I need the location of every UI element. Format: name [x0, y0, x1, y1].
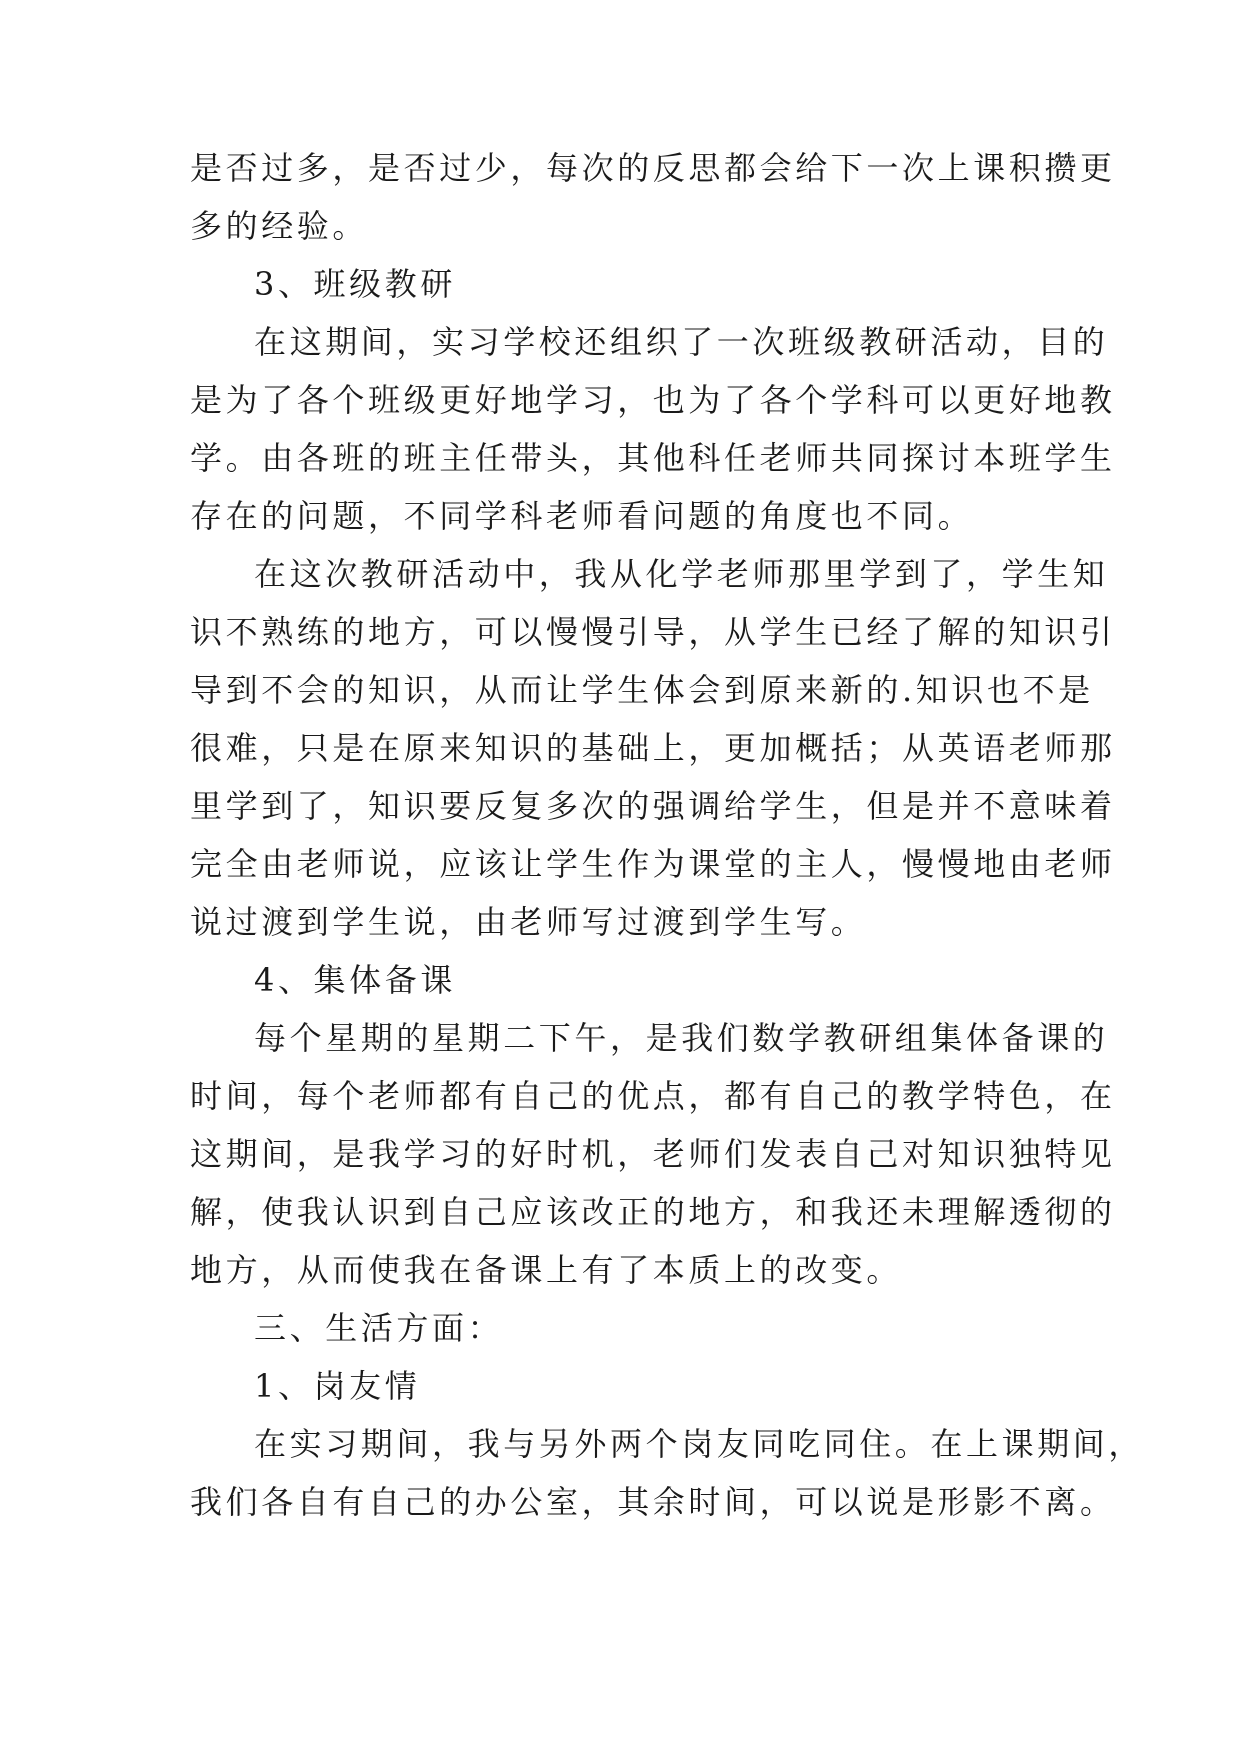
text-line: 地方，从而使我在备课上有了本质上的改变。: [190, 1251, 903, 1289]
section-heading: 1、岗友情: [254, 1367, 421, 1405]
text-line: 导到不会的知识，从而让学生体会到原来新的.知识也不是: [190, 671, 1094, 709]
text-line: 每个星期的星期二下午，是我们数学教研组集体备课的: [254, 1019, 1109, 1057]
text-line: 是否过多，是否过少，每次的反思都会给下一次上课积攒更: [190, 149, 1116, 187]
section-heading: 三、生活方面：: [254, 1309, 504, 1347]
text-line: 多的经验。: [190, 207, 369, 245]
text-line: 存在的问题，不同学科老师看问题的角度也不同。: [190, 497, 974, 535]
text-line: 我们各自有自己的办公室，其余时间，可以说是形影不离。: [190, 1483, 1116, 1521]
text-line: 在这期间，实习学校还组织了一次班级教研活动，目的: [254, 323, 1109, 361]
text-line: 解，使我认识到自己应该改正的地方，和我还未理解透彻的: [190, 1193, 1116, 1231]
text-line: 在这次教研活动中，我从化学老师那里学到了，学生知: [254, 555, 1109, 593]
text-line: 这期间，是我学习的好时机，老师们发表自己对知识独特见: [190, 1135, 1116, 1173]
section-heading: 4、集体备课: [254, 961, 456, 999]
text-line: 完全由老师说，应该让学生作为课堂的主人，慢慢地由老师: [190, 845, 1116, 883]
text-line: 时间，每个老师都有自己的优点，都有自己的教学特色，在: [190, 1077, 1116, 1115]
text-line: 是为了各个班级更好地学习，也为了各个学科可以更好地教: [190, 381, 1116, 419]
text-line: 在实习期间，我与另外两个岗友同吃同住。在上课期间，: [254, 1425, 1145, 1463]
text-line: 里学到了，知识要反复多次的强调给学生，但是并不意味着: [190, 787, 1116, 825]
section-heading: 3、班级教研: [254, 265, 456, 303]
text-line: 很难，只是在原来知识的基础上，更加概括；从英语老师那: [190, 729, 1116, 767]
text-line: 识不熟练的地方，可以慢慢引导，从学生已经了解的知识引: [190, 613, 1116, 651]
text-line: 学。由各班的班主任带头，其他科任老师共同探讨本班学生: [190, 439, 1116, 477]
text-line: 说过渡到学生说，由老师写过渡到学生写。: [190, 903, 867, 941]
